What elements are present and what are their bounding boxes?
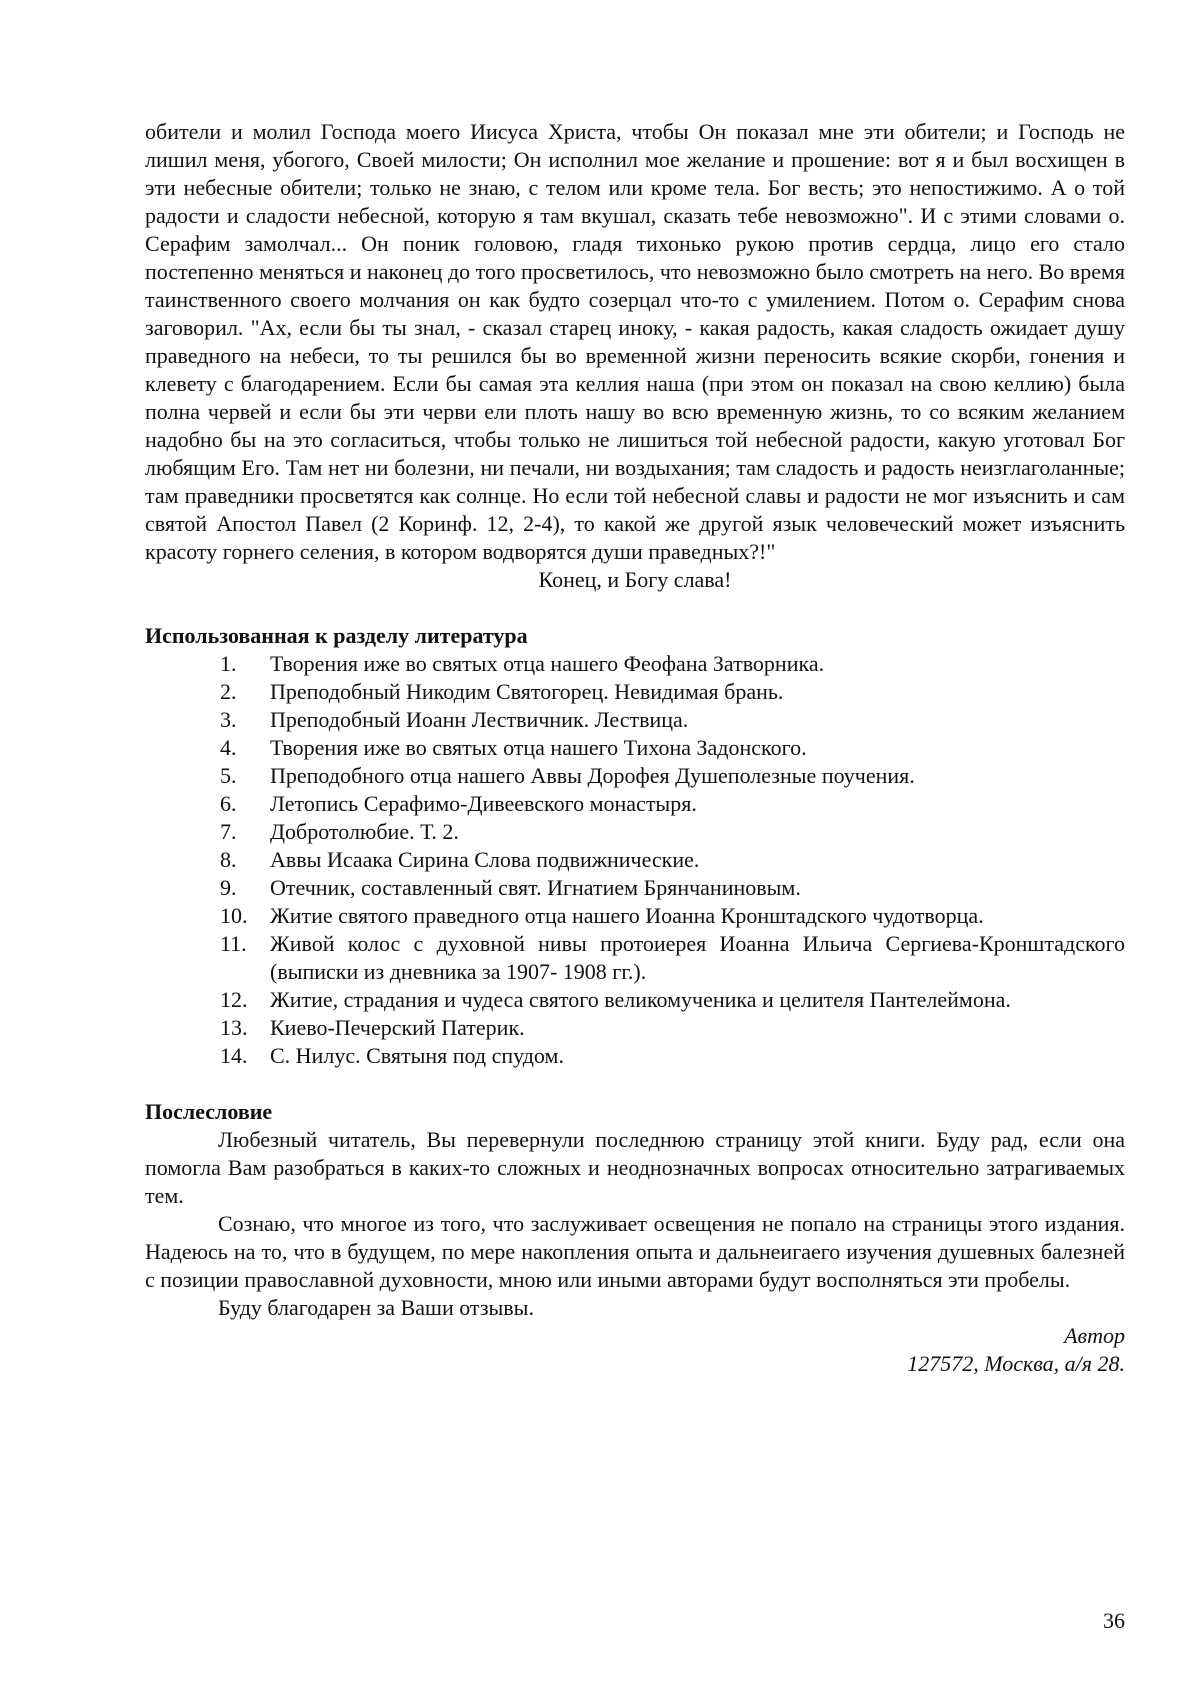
list-item-text: Творения иже во святых отца нашего Феофана Затворника. — [270, 651, 825, 676]
list-item — [145, 678, 1125, 706]
list-item-text: Живой колос с духовной нивы протоиерея Иоанна Ильича Сергиева-Кронштадского (выписки из дневника за 1907- 1908 гг.). — [270, 931, 1125, 984]
list-item-number: 14. — [220, 1043, 248, 1068]
list-item — [145, 762, 1125, 790]
list-item-number: 7. — [220, 819, 237, 844]
list-item — [145, 902, 1125, 930]
main-text-paragraph: обители и молил Господа моего Иисуса Христа, чтобы Он показал мне эти обители; и Господь не лишил меня, убогого, Своей милости; Он исполнил мое желание и прошение: вот я и был восхищен в эти небесные обители; только не знаю, с телом или кроме тела. Бог весть; это непостижимо. А о той радости и сладости небесной, которую я там вкушал, сказать тебе невозможно". И с этими словами о. Серафим замолчал... Он поник головою, гладя тихонько рукою против сердца, лицо его стало постепенно меняться и наконец до того просветилось, что невозможно было смотреть на него. Во время таинственного своего молчания он как будто созерцал что-то с умилением. Потом о. Серафим снова заговорил. "Ах, если бы ты знал, - сказал старец иноку, - какая радость, какая сладость ожидает душу праведного на небеси, то ты решился бы во временной жизни переносить всякие скорби, гонения и клевету с благодарением. Если бы самая эта келлия наша (при этом он показал на свою келлию) была полна червей и если бы эти черви ели плоть нашу во всю временную жизнь, то со всяким желанием надобно бы на это согласиться, чтобы только не лишиться той небесной радости, какую уготовал Бог любящим Его. Там нет ни болезни, ни печали, ни воздыхания; там сладость и радость неизглаголанные; там праведники просветятся как солнце. Но если той небесной славы и радости не мог изъяснить и сам святой Апостол Павел (2 Коринф. 12, 2-4), то какой же другой язык человеческий может изъяснить красоту горнего селения, в котором водворятся души праведных?!" — [145, 119, 1125, 564]
list-item — [145, 790, 1125, 818]
list-item-text: Преподобный Никодим Святогорец. Невидимая брань. — [270, 679, 784, 704]
list-item — [145, 1042, 1125, 1070]
list-item-text: Творения иже во святых отца нашего Тихона Задонского. — [270, 735, 807, 760]
document-page — [145, 118, 1125, 1378]
list-item-text: Преподобный Иоанн Лествичник. Лествица. — [270, 707, 689, 732]
list-item — [145, 706, 1125, 734]
afterword-paragraph: Сознаю, что многое из того, что заслуживает освещения не попало на страницы этого издания. Надеюсь на то, что в будущем, по мере накопления опыта и дальнеигаего изучения душевных балезней с позиции православной духовности, мною или иными авторами будут восполняться эти пробелы. — [145, 1211, 1125, 1292]
list-item-text: Житие, страдания и чудеса святого великомученика и целителя Пантелеймона. — [270, 987, 1011, 1012]
signature-address: 127572, Москва, а/я 28. — [907, 1351, 1125, 1376]
list-item — [145, 1014, 1125, 1042]
list-item-text: Аввы Исаака Сирина Слова подвижнические. — [270, 847, 700, 872]
literature-heading: Использованная к разделу литература — [145, 623, 528, 648]
list-item — [145, 874, 1125, 902]
list-item-number: 4. — [220, 735, 237, 760]
list-item — [145, 650, 1125, 678]
list-item-text: Отечник, составленный свят. Игнатием Брянчаниновым. — [270, 875, 801, 900]
afterword-paragraph: Любезный читатель, Вы перевернули последнюю страницу этой книги. Буду рад, если она помогла Вам разобраться в каких-то сложных и неоднозначных вопросах относительно затрагиваемых тем. — [145, 1127, 1125, 1208]
list-item — [145, 734, 1125, 762]
list-item-text: Летопись Серафимо-Дивеевского монастыря. — [270, 791, 697, 816]
list-item — [145, 930, 1125, 986]
list-item-text: Киево-Печерский Патерик. — [270, 1015, 525, 1040]
afterword-heading: Послесловие — [145, 1099, 273, 1124]
list-item-number: 11. — [220, 931, 247, 956]
list-item-number: 2. — [220, 679, 237, 704]
list-item-number: 13. — [220, 1015, 248, 1040]
signature-author: Автор — [1064, 1323, 1125, 1348]
list-item-number: 9. — [220, 875, 237, 900]
list-item-number: 8. — [220, 847, 237, 872]
list-item-number: 6. — [220, 791, 237, 816]
list-item-text: Преподобного отца нашего Аввы Дорофея Душеполезные поучения. — [270, 763, 915, 788]
afterword-paragraph: Буду благодарен за Ваши отзывы. — [218, 1295, 534, 1320]
list-item-text: Добротолюбие. Т. 2. — [270, 819, 459, 844]
list-item-number: 12. — [220, 987, 248, 1012]
list-item — [145, 986, 1125, 1014]
list-item-number: 3. — [220, 707, 237, 732]
list-item-number: 10. — [220, 903, 248, 928]
list-item-text: Житие святого праведного отца нашего Иоанна Кронштадского чудотворца. — [270, 903, 984, 928]
page-number: 36 — [1103, 1608, 1125, 1633]
list-item — [145, 846, 1125, 874]
list-item-number: 1. — [220, 651, 237, 676]
list-item-text: С. Нилус. Святыня под спудом. — [270, 1043, 564, 1068]
closing-line: Конец, и Богу слава! — [538, 567, 732, 592]
list-item-number: 5. — [220, 763, 237, 788]
literature-list — [145, 650, 1125, 1070]
list-item — [145, 818, 1125, 846]
